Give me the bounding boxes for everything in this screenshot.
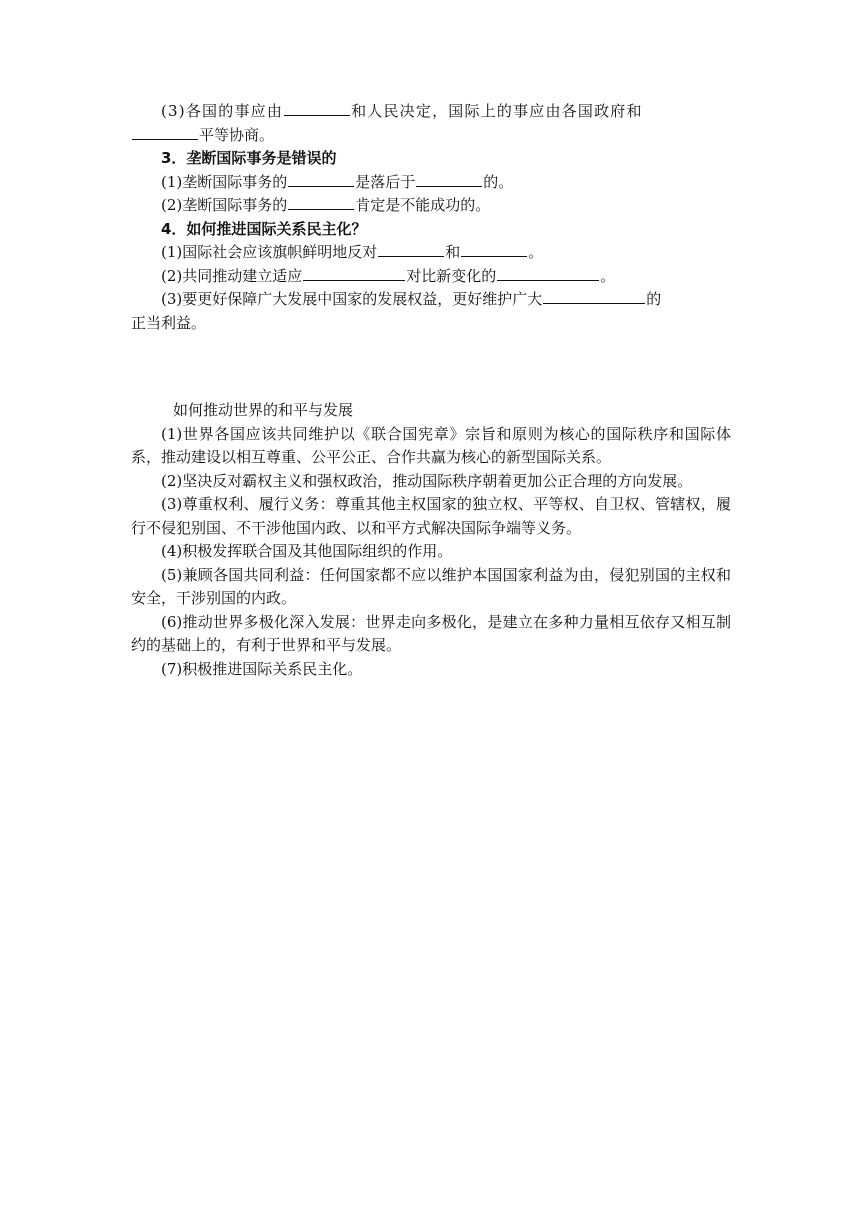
heading-3: 3．垄断国际事务是错误的 bbox=[161, 149, 337, 167]
item-text: (1)垄断国际事务的 bbox=[161, 172, 288, 191]
h4-item-2 bbox=[131, 265, 731, 289]
fill-blank[interactable] bbox=[284, 100, 350, 116]
fill-blank[interactable] bbox=[416, 171, 482, 187]
item-text: 。 bbox=[600, 266, 616, 285]
section-spacer bbox=[131, 335, 731, 399]
h4-item-3 bbox=[131, 288, 731, 312]
list-item: (3)尊重权利、履行义务：尊重其他主权国家的独立权、平等权、自卫权、管辖权，履行不侵犯别国、不干涉他国内政、以和平方式解决国际争端等义务。 bbox=[131, 495, 731, 537]
list-item: (2)坚决反对霸权主义和强权政治，推动国际秩序朝着更加公正合理的方向发展。 bbox=[161, 471, 693, 490]
item-text: 。 bbox=[528, 243, 544, 261]
fill-blank[interactable] bbox=[543, 288, 645, 304]
fill-blank[interactable] bbox=[132, 124, 198, 140]
h3-item-2 bbox=[131, 194, 731, 218]
item-text: 肯定是不能成功的。 bbox=[355, 196, 491, 214]
list-item: (1)世界各国应该共同维护以《联合国宪章》宗旨和原则为核心的国际秩序和国际体系，推动建设以相互尊重、公平公正、合作共赢为核心的新型国际关系。 bbox=[131, 424, 731, 466]
item-text: 和 bbox=[445, 243, 461, 261]
fill-blank[interactable] bbox=[497, 265, 599, 281]
h3-item-1 bbox=[131, 171, 731, 195]
document-page bbox=[131, 100, 731, 681]
h4-item-3-continuation: 正当利益。 bbox=[131, 313, 207, 332]
list-item: (4)积极发挥联合国及其他国际组织的作用。 bbox=[161, 542, 453, 560]
item-text: 的 bbox=[646, 290, 662, 308]
h4-item-1 bbox=[131, 241, 731, 265]
item-text: 是落后于 bbox=[355, 172, 416, 191]
fill-blank[interactable] bbox=[288, 171, 354, 187]
item-text: 的。 bbox=[483, 172, 514, 191]
list-item: (6)推动世界多极化深入发展：世界走向多极化，是建立在多种力量相互依存又相互制约的基础上的，有利于世界和平与发展。 bbox=[131, 612, 731, 654]
fill-blank[interactable] bbox=[288, 194, 354, 210]
item-text: (2)垄断国际事务的 bbox=[161, 196, 288, 214]
item-text: (2)共同推动建立适应 bbox=[161, 266, 303, 285]
item-text: (3)要更好保障广大发展中国家的发展权益，更好维护广大 bbox=[161, 290, 543, 308]
fill-blank[interactable] bbox=[303, 265, 405, 281]
heading-4: 4．如何推进国际关系民主化？ bbox=[161, 219, 367, 238]
item-3-continuation bbox=[131, 124, 731, 148]
fill-blank[interactable] bbox=[378, 241, 444, 257]
item-text: 和人民决定，国际上的事应由各国政府和 bbox=[351, 102, 643, 120]
list-item: (7)积极推进国际关系民主化。 bbox=[161, 659, 363, 678]
item-text: (3)各国的事应由 bbox=[161, 102, 284, 120]
item-3-people-decide bbox=[131, 100, 731, 124]
item-text: (1)国际社会应该旗帜鲜明地反对 bbox=[161, 243, 378, 261]
fill-blank[interactable] bbox=[461, 241, 527, 257]
list-item: (5)兼顾各国共同利益：任何国家都不应以维护本国国家利益为由，侵犯别国的主权和安全，干涉别国的内政。 bbox=[131, 565, 731, 607]
item-text: 对比新变化的 bbox=[406, 266, 497, 285]
item-text: 平等协商。 bbox=[199, 125, 275, 144]
section-title: 如何推动世界的和平与发展 bbox=[173, 401, 354, 419]
